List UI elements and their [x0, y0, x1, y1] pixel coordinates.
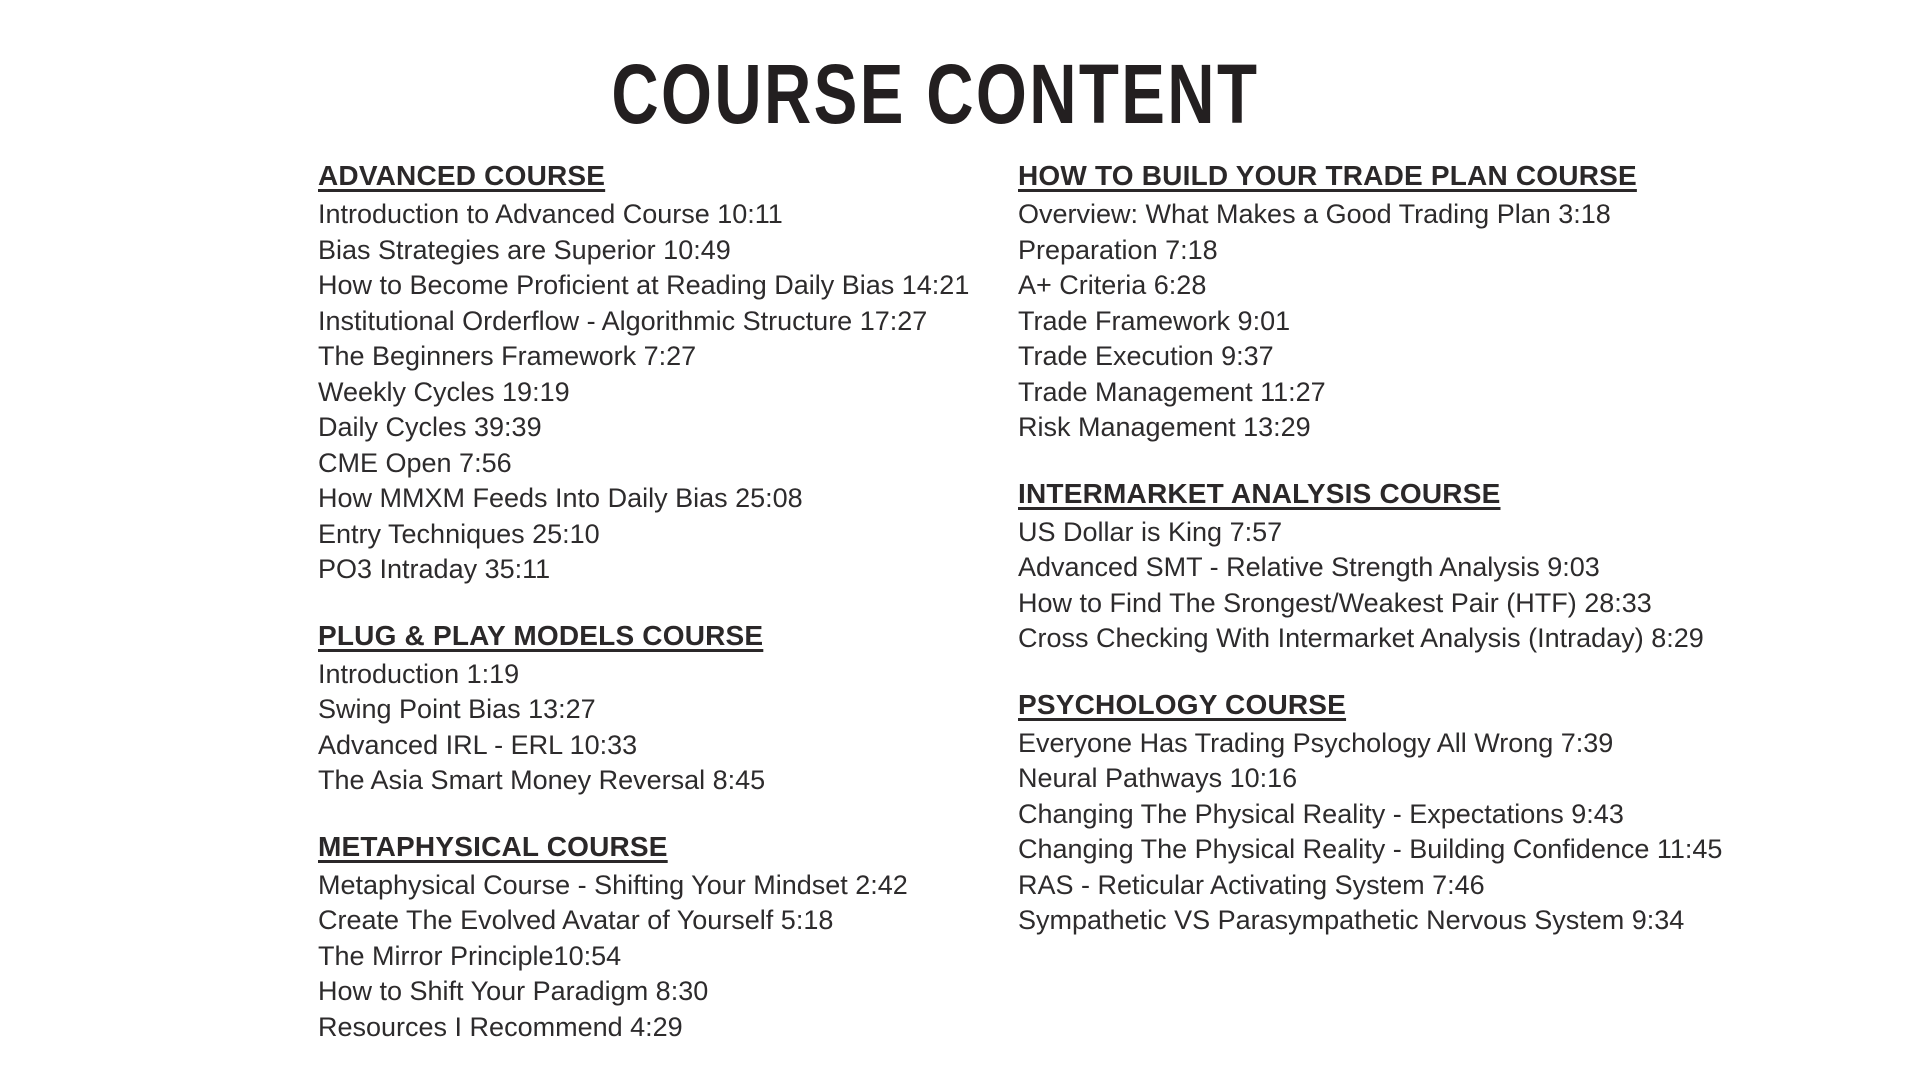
page-title-text: COURSE CONTENT: [611, 47, 1259, 141]
lesson-item: Entry Techniques 25:10: [318, 518, 600, 549]
lesson-item: Changing The Physical Reality - Building Confidence 11:45: [1018, 834, 1723, 864]
lesson-item: The Mirror Principle10:54: [318, 940, 622, 971]
course-section: [318, 158, 1078, 588]
lesson-item: RAS - Reticular Activating System 7:46: [1018, 869, 1485, 900]
right-column: [1018, 158, 1778, 969]
lesson-item: Everyone Has Trading Psychology All Wrong 7:39: [1018, 727, 1614, 758]
section-heading: HOW TO BUILD YOUR TRADE PLAN COURSE: [1018, 160, 1637, 191]
lesson-item: PO3 Intraday 35:11: [318, 554, 551, 584]
lesson-item: Metaphysical Course - Shifting Your Mindset 2:42: [318, 869, 908, 900]
lesson-item: Risk Management 13:29: [1018, 412, 1311, 442]
lesson-item: Swing Point Bias 13:27: [318, 694, 596, 724]
lesson-item: Introduction to Advanced Course 10:11: [318, 199, 783, 229]
lesson-item: Trade Management 11:27: [1018, 376, 1326, 407]
lesson-item: Neural Pathways 10:16: [1018, 763, 1298, 793]
course-section: [318, 829, 1078, 1046]
lesson-item: Advanced IRL - ERL 10:33: [318, 729, 638, 760]
lesson-item: A+ Criteria 6:28: [1018, 270, 1207, 300]
lesson-item: Daily Cycles 39:39: [318, 412, 542, 442]
section-heading: METAPHYSICAL COURSE: [318, 830, 668, 862]
lesson-item: How to Shift Your Paradigm 8:30: [318, 976, 709, 1006]
lesson-item: Changing The Physical Reality - Expectations 9:43: [1018, 798, 1624, 829]
lesson-item: How MMXM Feeds Into Daily Bias 25:08: [318, 483, 803, 513]
lesson-item: Trade Framework 9:01: [1018, 305, 1291, 336]
lesson-item: Sympathetic VS Parasympathetic Nervous System 9:34: [1018, 905, 1685, 935]
lesson-item: Institutional Orderflow - Algorithmic Structure 17:27: [318, 305, 928, 336]
lesson-item: Cross Checking With Intermarket Analysis (Intraday) 8:29: [1018, 623, 1704, 653]
section-heading: INTERMARKET ANALYSIS COURSE: [1018, 477, 1501, 509]
course-section: [1018, 687, 1778, 939]
lesson-item: Overview: What Makes a Good Trading Plan 3:18: [1018, 199, 1611, 229]
lesson-item: Bias Strategies are Superior 10:49: [318, 234, 731, 265]
lesson-item: How to Become Proficient at Reading Daily Bias 14:21: [318, 270, 970, 300]
course-section: [1018, 476, 1778, 657]
section-heading: PLUG & PLAY MODELS COURSE: [318, 619, 764, 651]
lesson-item: Advanced SMT - Relative Strength Analysis 9:03: [1018, 552, 1600, 582]
lesson-item: The Asia Smart Money Reversal 8:45: [318, 765, 766, 795]
lesson-item: Create The Evolved Avatar of Yourself 5:18: [318, 905, 834, 935]
lesson-item: Introduction 1:19: [318, 658, 520, 689]
section-heading: PSYCHOLOGY COURSE: [1018, 688, 1347, 720]
lesson-item: The Beginners Framework 7:27: [318, 341, 697, 371]
course-section: [1018, 158, 1778, 446]
section-heading: ADVANCED COURSE: [318, 160, 606, 191]
page-title: [0, 47, 1870, 141]
lesson-item: Weekly Cycles 19:19: [318, 376, 570, 407]
lesson-item: US Dollar is King 7:57: [1018, 516, 1283, 547]
left-column: [318, 158, 1078, 1075]
lesson-item: How to Find The Srongest/Weakest Pair (HTF) 28:33: [1018, 587, 1652, 618]
lesson-item: Trade Execution 9:37: [1018, 341, 1274, 371]
lesson-item: Resources I Recommend 4:29: [318, 1011, 683, 1042]
lesson-item: CME Open 7:56: [318, 447, 512, 478]
course-section: [318, 618, 1078, 799]
lesson-item: Preparation 7:18: [1018, 234, 1218, 265]
